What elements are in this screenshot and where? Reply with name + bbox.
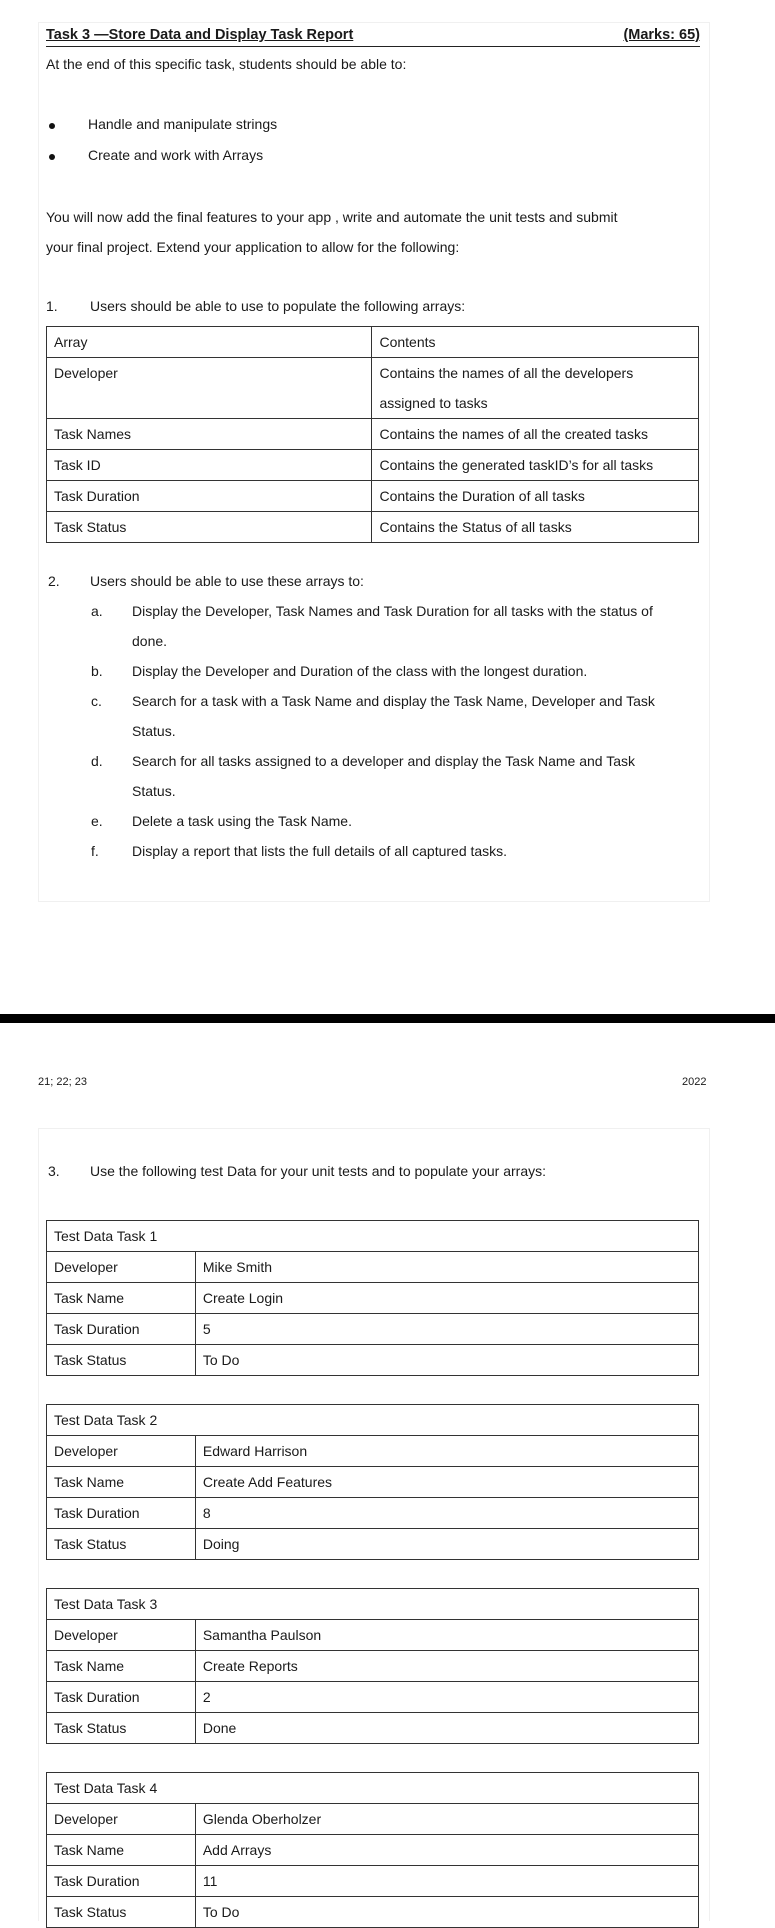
test-data-title: Test Data Task 1	[47, 1221, 699, 1252]
field-label: Task Status	[47, 1897, 196, 1928]
table-row	[47, 481, 699, 512]
page-header-right: 2022	[682, 1076, 707, 1088]
subitem-text: Display a report that lists the full details of all captured tasks.	[132, 843, 508, 859]
subitem-letter: f.	[91, 843, 99, 859]
field-label: Developer	[47, 1252, 196, 1283]
field-label: Task Name	[47, 1467, 196, 1498]
test-data-table	[46, 1220, 699, 1376]
field-value: Mike Smith	[195, 1252, 698, 1283]
field-label: Developer	[47, 1804, 196, 1835]
field-value: 2	[195, 1682, 698, 1713]
table-header-row	[47, 327, 699, 358]
bullet-item: Handle and manipulate strings	[88, 116, 278, 132]
title-bar	[46, 26, 700, 47]
field-value: Create Add Features	[195, 1467, 698, 1498]
marks-label: (Marks: 65)	[623, 27, 700, 43]
table-title-row	[47, 1773, 699, 1804]
bullet-icon	[49, 154, 55, 160]
field-value: 8	[195, 1498, 698, 1529]
table-row	[47, 1651, 699, 1682]
table-title-row	[47, 1221, 699, 1252]
table-row	[47, 450, 699, 481]
bullet-icon	[49, 123, 55, 129]
test-data-table	[46, 1588, 699, 1744]
field-value: Doing	[195, 1529, 698, 1560]
array-name-cell: Developer	[47, 358, 372, 419]
subitem-letter: e.	[91, 813, 103, 829]
table-row	[47, 1467, 699, 1498]
array-name-cell: Task Duration	[47, 481, 372, 512]
item-text: Users should be able to use these arrays to:	[90, 573, 364, 589]
array-contents-cell: Contains the Status of all tasks	[372, 512, 699, 543]
field-value: 5	[195, 1314, 698, 1345]
field-value: Samantha Paulson	[195, 1620, 698, 1651]
paragraph-line: You will now add the final features to your app , write and automate the unit tests and submit	[46, 209, 618, 225]
table-row	[47, 358, 699, 419]
field-label: Task Status	[47, 1713, 196, 1744]
table-row	[47, 1713, 699, 1744]
table-row	[47, 1252, 699, 1283]
table-row	[47, 1345, 699, 1376]
table-row	[47, 419, 699, 450]
table-title-row	[47, 1405, 699, 1436]
subitem-text: Display the Developer and Duration of the class with the longest duration.	[132, 663, 588, 679]
page-divider	[0, 1014, 775, 1023]
field-value: Add Arrays	[195, 1835, 698, 1866]
cell-line: assigned to tasks	[379, 395, 488, 411]
field-label: Task Duration	[47, 1498, 196, 1529]
test-data-title: Test Data Task 3	[47, 1589, 699, 1620]
table-row	[47, 1835, 699, 1866]
task-title: Task 3 —Store Data and Display Task Report	[46, 27, 354, 43]
paragraph-line: your final project. Extend your application to allow for the following:	[46, 239, 460, 255]
subitem-text: done.	[132, 633, 168, 649]
table-row	[47, 1498, 699, 1529]
table-row	[47, 512, 699, 543]
table-header-cell: Array	[47, 327, 372, 358]
table-title-row	[47, 1589, 699, 1620]
field-value: Create Reports	[195, 1651, 698, 1682]
test-data-title: Test Data Task 4	[47, 1773, 699, 1804]
item-text: Users should be able to use to populate the following arrays:	[90, 298, 466, 314]
table-row	[47, 1866, 699, 1897]
table-header-cell: Contents	[372, 327, 699, 358]
field-label: Task Duration	[47, 1314, 196, 1345]
array-name-cell: Task ID	[47, 450, 372, 481]
field-label: Task Status	[47, 1529, 196, 1560]
subitem-letter: d.	[91, 753, 103, 769]
subitem-text: Search for a task with a Task Name and display the Task Name, Developer and Task	[132, 693, 655, 709]
table-row	[47, 1436, 699, 1467]
test-data-title: Test Data Task 2	[47, 1405, 699, 1436]
table-row	[47, 1804, 699, 1835]
subitem-text: Search for all tasks assigned to a developer and display the Task Name and Task	[132, 753, 635, 769]
item-number: 3.	[48, 1163, 60, 1179]
bullet-item: Create and work with Arrays	[88, 147, 264, 163]
subitem-text: Display the Developer, Task Names and Task Duration for all tasks with the status of	[132, 603, 653, 619]
array-contents-cell: Contains the Duration of all tasks	[372, 481, 699, 512]
table-row	[47, 1897, 699, 1928]
item-text: Use the following test Data for your unit tests and to populate your arrays:	[90, 1163, 547, 1179]
array-name-cell: Task Status	[47, 512, 372, 543]
field-value: Glenda Oberholzer	[195, 1804, 698, 1835]
array-contents-cell	[372, 358, 699, 419]
field-label: Developer	[47, 1436, 196, 1467]
subitem-letter: c.	[91, 693, 102, 709]
subitem-text: Delete a task using the Task Name.	[132, 813, 352, 829]
field-value: Create Login	[195, 1283, 698, 1314]
field-value: 11	[195, 1866, 698, 1897]
table-row	[47, 1682, 699, 1713]
item-number: 1.	[46, 298, 58, 314]
array-name-cell: Task Names	[47, 419, 372, 450]
field-value: To Do	[195, 1345, 698, 1376]
table-row	[47, 1283, 699, 1314]
subitem-text: Status.	[132, 783, 176, 799]
subitem-letter: a.	[91, 603, 103, 619]
item-number: 2.	[48, 573, 60, 589]
field-label: Task Name	[47, 1651, 196, 1682]
field-label: Task Name	[47, 1835, 196, 1866]
array-contents-cell: Contains the names of all the created tasks	[372, 419, 699, 450]
subitem-text: Status.	[132, 723, 176, 739]
field-label: Task Duration	[47, 1866, 196, 1897]
field-label: Developer	[47, 1620, 196, 1651]
field-value: Edward Harrison	[195, 1436, 698, 1467]
field-label: Task Status	[47, 1345, 196, 1376]
test-data-table	[46, 1404, 699, 1560]
page-header-left: 21; 22; 23	[38, 1076, 87, 1088]
intro-text: At the end of this specific task, students should be able to:	[46, 56, 407, 72]
cell-line: Contains the names of all the developers	[379, 365, 634, 381]
field-label: Task Name	[47, 1283, 196, 1314]
arrays-table	[46, 326, 699, 543]
table-row	[47, 1314, 699, 1345]
field-label: Task Duration	[47, 1682, 196, 1713]
field-value: Done	[195, 1713, 698, 1744]
table-row	[47, 1529, 699, 1560]
subitem-letter: b.	[91, 663, 103, 679]
array-contents-cell: Contains the generated taskID’s for all tasks	[372, 450, 699, 481]
field-value: To Do	[195, 1897, 698, 1928]
test-data-table	[46, 1772, 699, 1928]
table-row	[47, 1620, 699, 1651]
